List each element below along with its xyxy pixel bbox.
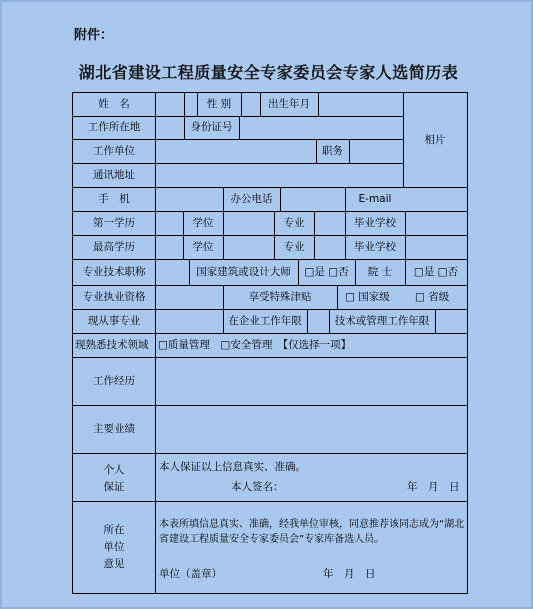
column-line [349,139,350,163]
label-allowance: 享受特殊津贴 [248,291,312,303]
signature-label: 本人签名： [231,481,284,493]
label-name: 姓 名 [98,98,130,110]
label-experience: 工作经历 [93,375,135,387]
column-line [314,211,315,259]
label-email: E-mail [358,193,392,205]
column-line [318,93,319,116]
column-line [405,211,406,259]
label-first-degree: 第一学历 [93,217,135,229]
label-school: 毕业学校 [354,217,396,229]
label-degree-2: 学位 [192,241,214,253]
row-line [73,235,467,236]
label-title-rank: 专业技术职称 [82,266,146,278]
national-level-checkbox[interactable]: □ 国家级 [345,291,390,303]
column-line [307,309,308,333]
column-line [155,93,156,593]
guarantee-date: 年 月 日 [407,481,460,493]
label-degree: 学位 [192,217,214,229]
row-line [73,163,403,164]
label-personal: 个人 [103,464,125,476]
label-highest-degree: 最高学历 [93,241,135,253]
label-technical-field: 现熟悉技术领域 [75,339,149,351]
row-line [73,309,467,310]
row-line [73,501,467,502]
label-position: 职务 [322,145,343,157]
guarantee-statement: 本人保证以上信息真实、准确。 [159,461,306,473]
label-id-number: 身份证号 [190,121,233,133]
label-employer: 工作单位 [93,145,135,157]
provincial-level-checkbox[interactable]: □ 省级 [415,291,450,303]
label-major: 专业 [283,217,305,229]
label-address: 通讯地址 [93,169,135,181]
label-mobile: 手 机 [98,193,130,205]
row-line [73,259,467,260]
label-birth: 出生年月 [268,98,310,110]
label-gender: 性 别 [206,98,232,110]
label-guarantee: 保证 [103,481,125,493]
label-school-2: 毕业学校 [354,241,396,253]
row-line [73,211,467,212]
attachment-label: 附件： [74,28,114,43]
label-years-enterprise: 在企业工作年限 [228,315,302,327]
row-line [73,453,467,454]
label-workplace: 工作所在地 [87,121,141,133]
label-practice-cert: 专业执业资格 [82,291,146,303]
label-major-2: 专业 [283,241,305,253]
label-photo: 相片 [424,134,446,146]
unit-seal-label: 单位（盖章） [159,568,222,580]
column-line [223,211,224,259]
label-unit: 所在 [103,524,125,536]
label-office-phone: 办公电话 [230,193,273,205]
unit-opinion-text: 本表所填信息真实、准确，经我单位审核，同意推荐该同志成为“湖北省建设工程质量安全专家委员会”专家库备选人员。 [159,519,465,545]
row-line [73,139,403,140]
unit-date: 年 月 日 [323,568,376,580]
form-title: 湖北省建设工程质量安全专家委员会专家人选简历表 [78,63,459,82]
label-achievements: 主要业绩 [93,423,135,435]
row-line [73,357,467,358]
resume-form-table [72,92,468,594]
column-line [241,93,242,116]
technical-field-options[interactable]: □质量管理 □安全管理 【仅选择一项】 [158,339,352,351]
row-line [73,405,467,406]
label-current-major: 现从事专业 [87,315,141,327]
label-unit-b: 单位 [103,541,125,553]
row-line [73,116,403,117]
column-line [280,187,281,211]
row-line [73,187,467,188]
column-line [337,285,338,309]
row-line [73,285,467,286]
master-yes-no-checkbox[interactable]: □是 □否 [304,266,349,278]
label-unit-opinion: 意见 [103,558,125,570]
column-line [239,116,240,139]
label-master-architect[interactable]: 国家建筑或设计大师 [196,266,291,278]
row-line [73,333,467,334]
column-line [184,93,185,116]
academician-yes-no-checkbox[interactable]: □是 □否 [413,266,459,278]
label-academician: 院 士 [367,266,393,278]
label-years-tech: 技术或管理工作年限 [334,315,430,327]
column-line [435,309,436,333]
